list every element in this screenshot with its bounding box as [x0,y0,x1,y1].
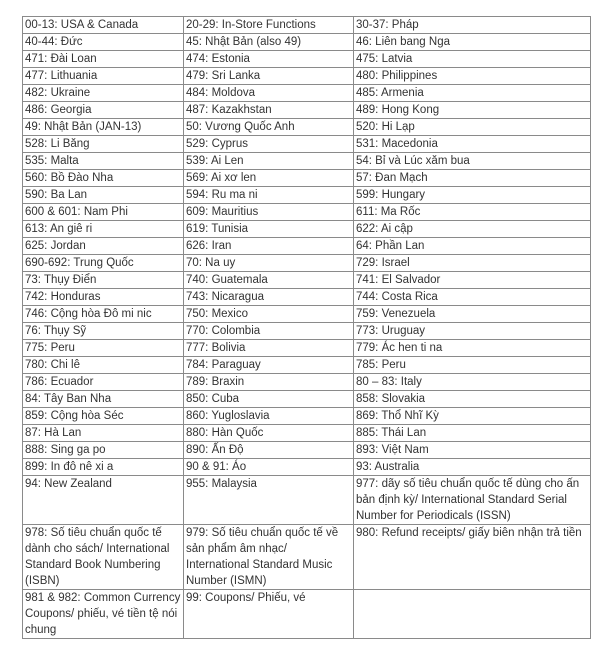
table-cell: 859: Cộng hòa Séc [23,408,184,425]
table-row [23,525,591,590]
table-row [23,272,591,289]
table-row [23,238,591,255]
table-cell: 30-37: Pháp [354,17,591,34]
table-row [23,51,591,68]
table-cell: 20-29: In-Store Functions [184,17,354,34]
table-cell: 978: Số tiêu chuẩn quốc tế dành cho sách/ International Standard Book Numbering (ISBN) [23,525,184,590]
table-cell: 569: Ai xơ len [184,170,354,187]
table-cell: 626: Iran [184,238,354,255]
table-cell: 869: Thổ Nhĩ Kỳ [354,408,591,425]
table-cell: 90 & 91: Áo [184,459,354,476]
barcode-prefix-table-container [22,16,591,639]
table-row [23,17,591,34]
table-cell: 57: Đan Mạch [354,170,591,187]
table-cell: 64: Phần Lan [354,238,591,255]
table-row [23,34,591,51]
table-cell: 979: Số tiêu chuẩn quốc tế về sản phẩm âm nhạc/ International Standard Music Number (ISMN) [184,525,354,590]
table-cell: 477: Lithuania [23,68,184,85]
table-cell: 779: Ác hen ti na [354,340,591,357]
table-cell: 786: Ecuador [23,374,184,391]
table-cell: 474: Estonia [184,51,354,68]
table-cell: 880: Hàn Quốc [184,425,354,442]
table-row [23,289,591,306]
table-cell: 850: Cuba [184,391,354,408]
table-cell: 888: Sing ga po [23,442,184,459]
table-cell: 743: Nicaragua [184,289,354,306]
table-cell: 531: Macedonia [354,136,591,153]
table-row [23,442,591,459]
table-cell: 729: Israel [354,255,591,272]
table-cell: 741: El Salvador [354,272,591,289]
table-cell: 600 & 601: Nam Phi [23,204,184,221]
table-cell: 520: Hi Lạp [354,119,591,136]
table-cell: 485: Armenia [354,85,591,102]
table-cell: 742: Honduras [23,289,184,306]
table-cell: 789: Braxin [184,374,354,391]
table-cell: 599: Hungary [354,187,591,204]
table-cell [354,590,591,639]
table-row [23,153,591,170]
table-row [23,340,591,357]
table-cell: 613: An giê ri [23,221,184,238]
table-cell: 482: Ukraine [23,85,184,102]
table-cell: 609: Mauritius [184,204,354,221]
table-cell: 70: Na uy [184,255,354,272]
table-row [23,187,591,204]
table-row [23,136,591,153]
table-cell: 479: Sri Lanka [184,68,354,85]
table-cell: 981 & 982: Common Currency Coupons/ phiếu, vé tiền tệ nói chung [23,590,184,639]
table-row [23,306,591,323]
table-row [23,221,591,238]
table-cell: 780: Chi lê [23,357,184,374]
table-cell: 899: In đô nê xi a [23,459,184,476]
table-cell: 528: Li Băng [23,136,184,153]
table-row [23,102,591,119]
table-row [23,408,591,425]
table-cell: 480: Philippines [354,68,591,85]
table-cell: 489: Hong Kong [354,102,591,119]
table-cell: 00-13: USA & Canada [23,17,184,34]
table-cell: 611: Ma Rốc [354,204,591,221]
table-cell: 885: Thái Lan [354,425,591,442]
table-cell: 619: Tunisia [184,221,354,238]
table-cell: 49: Nhật Bản (JAN-13) [23,119,184,136]
table-cell: 977: dãy số tiêu chuẩn quốc tế dùng cho ấn bản định kỳ/ International Standard Serial Number for Periodicals (ISSN) [354,476,591,525]
table-cell: 594: Ru ma ni [184,187,354,204]
table-cell: 539: Ai Len [184,153,354,170]
table-cell: 746: Cộng hòa Đô mi nic [23,306,184,323]
table-cell: 40-44: Đức [23,34,184,51]
table-cell: 529: Cyprus [184,136,354,153]
table-cell: 84: Tây Ban Nha [23,391,184,408]
table-cell: 775: Peru [23,340,184,357]
table-cell: 87: Hà Lan [23,425,184,442]
table-cell: 76: Thụy Sỹ [23,323,184,340]
table-cell: 740: Guatemala [184,272,354,289]
table-cell: 45: Nhật Bản (also 49) [184,34,354,51]
table-cell: 535: Malta [23,153,184,170]
table-row [23,170,591,187]
table-cell: 893: Việt Nam [354,442,591,459]
table-row [23,374,591,391]
table-row [23,119,591,136]
table-cell: 980: Refund receipts/ giấy biên nhận trả tiền [354,525,591,590]
table-cell: 622: Ai cập [354,221,591,238]
table-cell: 784: Paraguay [184,357,354,374]
table-cell: 890: Ấn Độ [184,442,354,459]
table-cell: 560: Bồ Đào Nha [23,170,184,187]
table-cell: 475: Latvia [354,51,591,68]
table-cell: 46: Liên bang Nga [354,34,591,51]
table-row [23,391,591,408]
barcode-prefix-table [22,16,591,639]
table-cell: 590: Ba Lan [23,187,184,204]
table-cell: 777: Bolivia [184,340,354,357]
table-cell: 744: Costa Rica [354,289,591,306]
table-cell: 94: New Zealand [23,476,184,525]
table-cell: 750: Mexico [184,306,354,323]
table-cell: 73: Thụy Điển [23,272,184,289]
table-cell: 955: Malaysia [184,476,354,525]
table-row [23,425,591,442]
table-cell: 487: Kazakhstan [184,102,354,119]
table-cell: 50: Vương Quốc Anh [184,119,354,136]
table-cell: 860: Yugloslavia [184,408,354,425]
table-row [23,590,591,639]
table-cell: 759: Venezuela [354,306,591,323]
table-cell: 80 – 83: Italy [354,374,591,391]
table-row [23,255,591,272]
table-row [23,68,591,85]
table-row [23,476,591,525]
table-cell: 471: Đài Loan [23,51,184,68]
table-row [23,323,591,340]
table-row [23,459,591,476]
table-cell: 770: Colombia [184,323,354,340]
table-row [23,204,591,221]
table-cell: 625: Jordan [23,238,184,255]
table-cell: 858: Slovakia [354,391,591,408]
table-cell: 785: Peru [354,357,591,374]
table-cell: 54: Bỉ và Lúc xăm bua [354,153,591,170]
table-row [23,85,591,102]
table-body [23,17,591,639]
table-cell: 690-692: Trung Quốc [23,255,184,272]
table-cell: 99: Coupons/ Phiếu, vé [184,590,354,639]
table-row [23,357,591,374]
table-cell: 93: Australia [354,459,591,476]
table-cell: 773: Uruguay [354,323,591,340]
table-cell: 484: Moldova [184,85,354,102]
table-cell: 486: Georgia [23,102,184,119]
